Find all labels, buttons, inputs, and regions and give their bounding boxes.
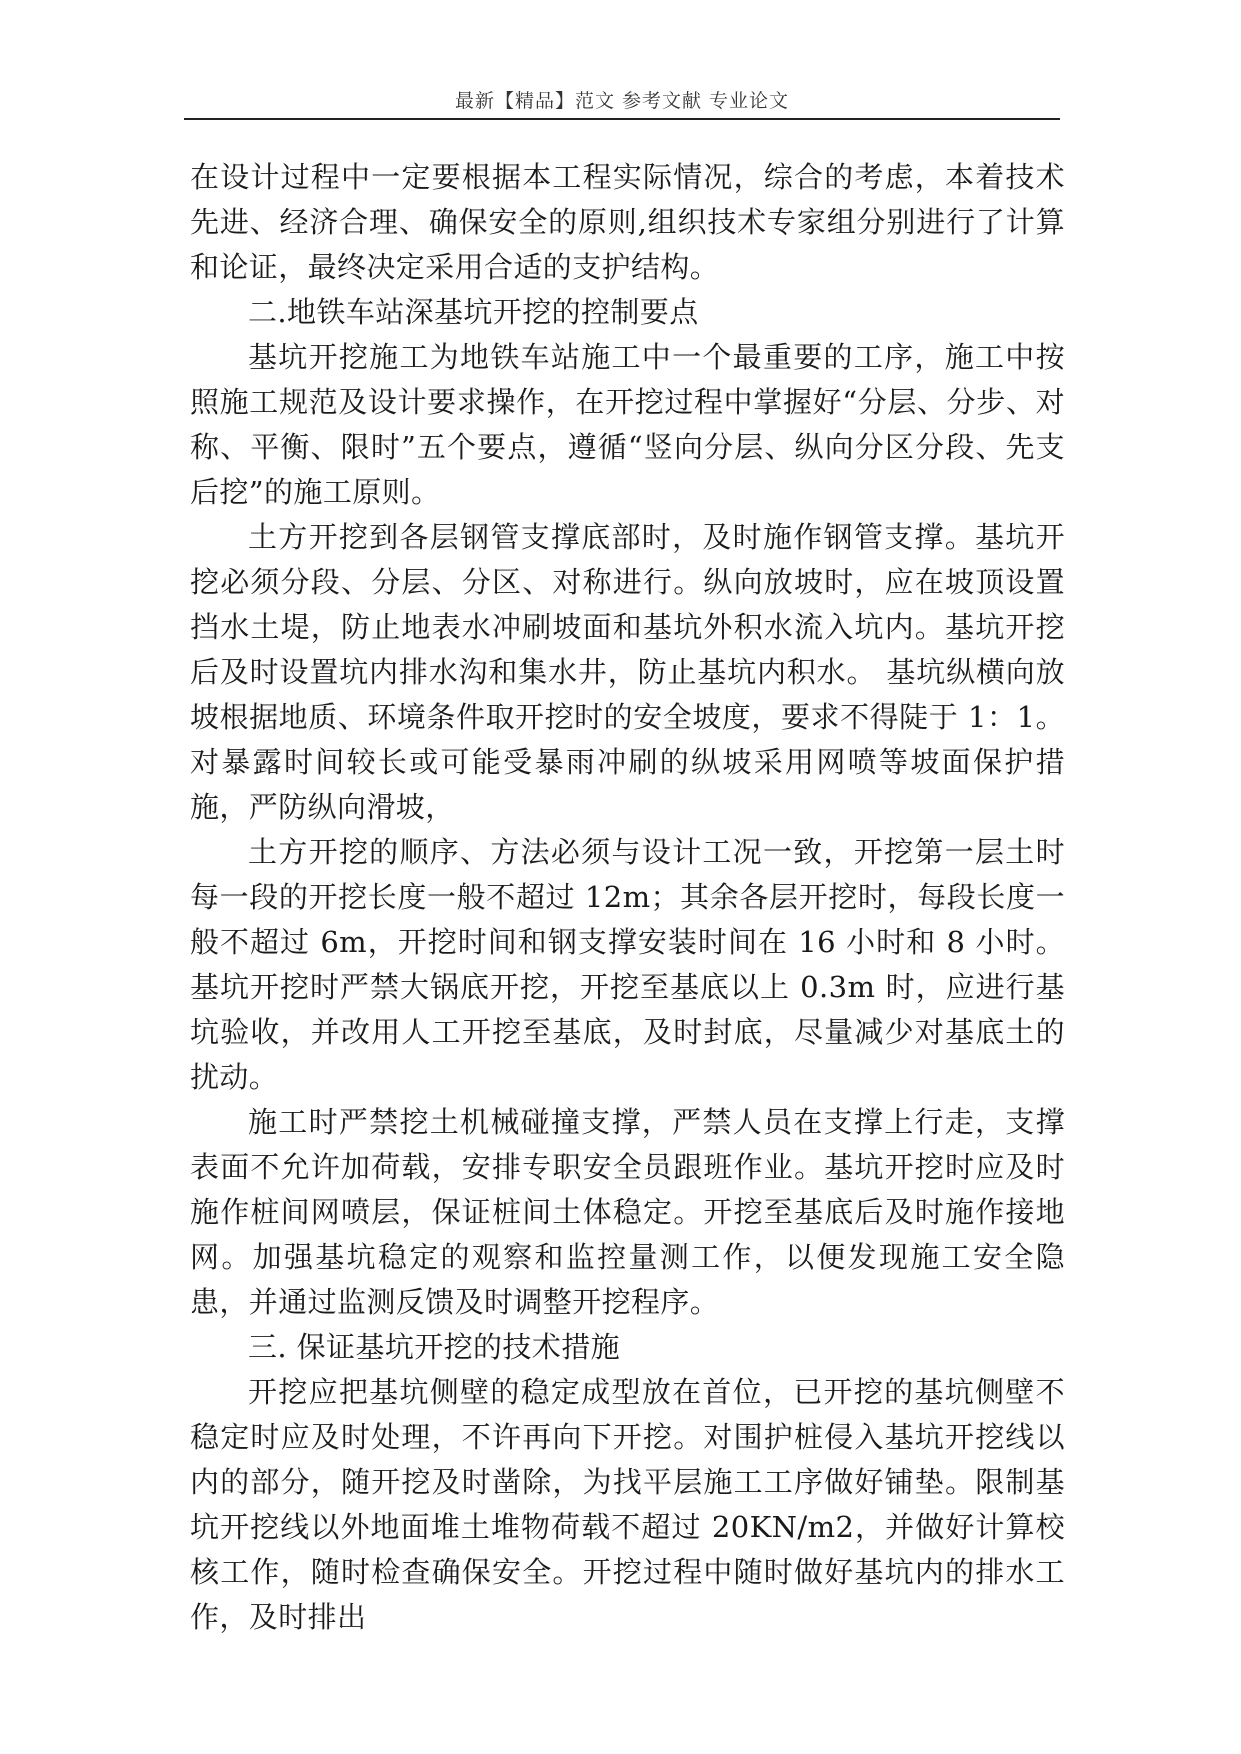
- document-body: [190, 155, 1065, 1640]
- paragraph-5: 施工时严禁挖土机械碰撞支撑，严禁人员在支撑上行走，支撑表面不允许加荷载，安排专职安全员跟班作业。基坑开挖时应及时施作桩间网喷层，保证桩间土体稳定。开挖至基底后及时施作接地网。加强基坑稳定的观察和监控量测工作，以便发现施工安全隐患，并通过监测反馈及时调整开挖程序。: [190, 1105, 1065, 1319]
- paragraph-3: 土方开挖到各层钢管支撑底部时，及时施作钢管支撑。基坑开挖必须分段、分层、分区、对称进行。纵向放坡时，应在坡顶设置挡水土堤，防止地表水冲刷坡面和基坑外积水流入坑内。基坑开挖后及时设置坑内排水沟和集水井，防止基坑内积水。 基坑纵横向放坡根据地质、环境条件取开挖时的安全坡度，要求不得陡于 1：1。对暴露时间较长或可能受暴雨冲刷的纵坡采用网喷等坡面保护措施，严防纵向滑坡，: [190, 520, 1065, 824]
- section-heading-2: 二.地铁车站深基坑开挖的控制要点: [248, 295, 699, 329]
- paragraph-4: 土方开挖的顺序、方法必须与设计工况一致，开挖第一层土时每一段的开挖长度一般不超过 12m；其余各层开挖时，每段长度一般不超过 6m，开挖时间和钢支撑安装时间在 16 小时和 8 小时。基坑开挖时严禁大锅底开挖，开挖至基底以上 0.3m 时，应进行基坑验收，并改用人工开挖至基底，及时封底，尽量减少对基底土的扰动。: [190, 835, 1065, 1094]
- section-heading-3: 三. 保证基坑开挖的技术措施: [248, 1330, 621, 1364]
- page-header: [184, 84, 1060, 120]
- header-text: 最新【精品】范文 参考文献 专业论文: [454, 90, 790, 112]
- paragraph-6: 开挖应把基坑侧壁的稳定成型放在首位，已开挖的基坑侧壁不稳定时应及时处理，不许再向下开挖。对围护桩侵入基坑开挖线以内的部分，随开挖及时凿除，为找平层施工工序做好铺垫。限制基坑开挖线以外地面堆土堆物荷载不超过 20KN/m2，并做好计算校核工作，随时检查确保安全。开挖过程中随时做好基坑内的排水工作，及时排出: [190, 1375, 1065, 1634]
- paragraph-1: 在设计过程中一定要根据本工程实际情况，综合的考虑，本着技术先进、经济合理、确保安全的原则,组织技术专家组分别进行了计算和论证，最终决定采用合适的支护结构。: [190, 160, 1065, 284]
- paragraph-2: 基坑开挖施工为地铁车站施工中一个最重要的工序，施工中按照施工规范及设计要求操作，在开挖过程中掌握好“分层、分步、对称、平衡、限时”五个要点，遵循“竖向分层、纵向分区分段、先支后挖”的施工原则。: [190, 340, 1065, 509]
